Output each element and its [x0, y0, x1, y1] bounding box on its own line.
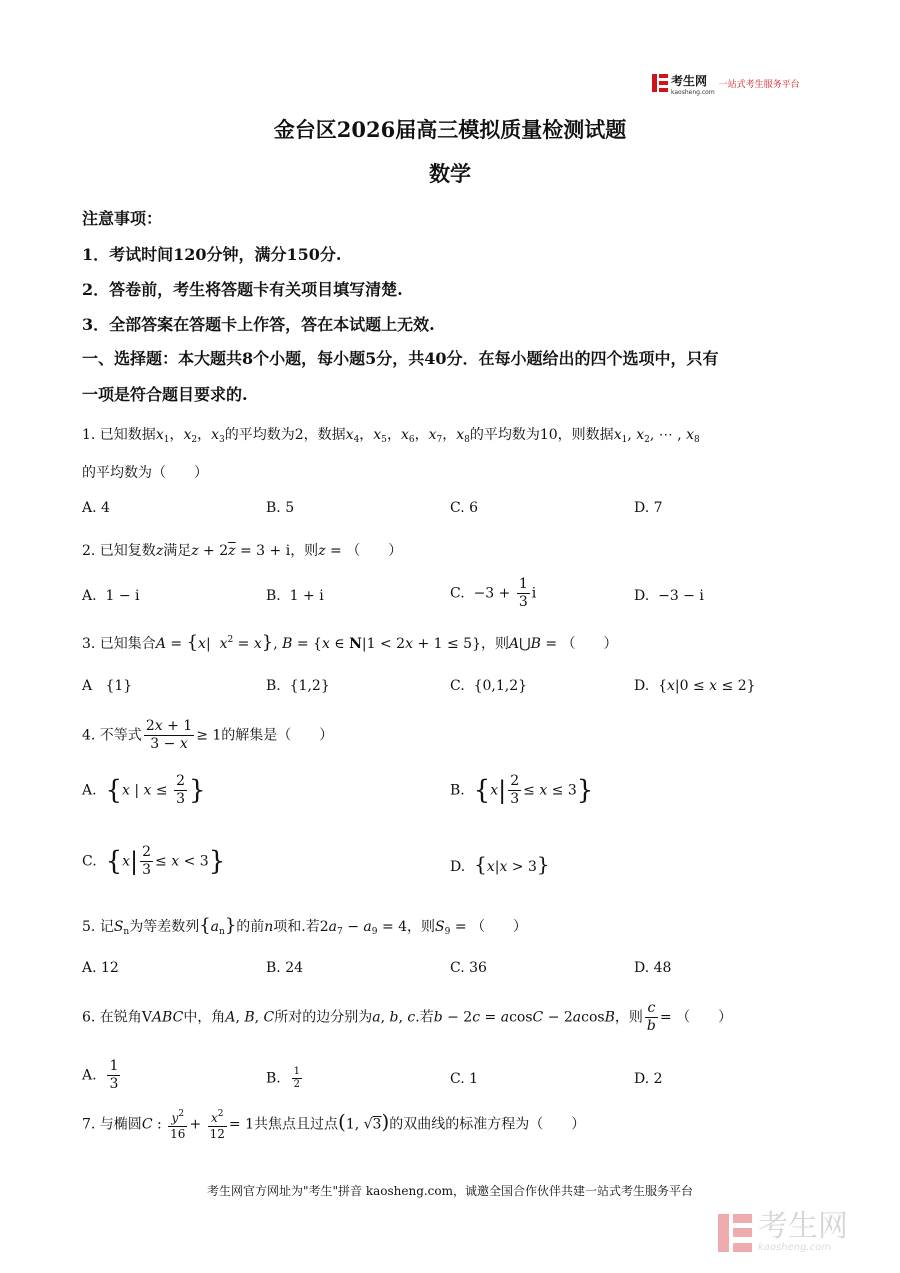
- q5-text-3: 的前: [236, 919, 265, 935]
- logo-tagline: 一站式考生服务平台: [718, 79, 800, 90]
- q2-stem: 2. 已知复数z满足$z + 2\overline{z} = 3 + i$，则z = （ ）: [82, 543, 403, 559]
- q2-option-b-label: B.: [266, 588, 281, 604]
- q1-text-3: 的平均数为10，则数据: [469, 427, 614, 443]
- q1-text-4: 的平均数为（ ）: [82, 465, 208, 481]
- q3-stem: 3. 已知集合A = {x| $x^2 = x$}, B = {x ∈ N|1 < 2x + 1 ≤ 5}，则A⋃B = （ ）: [82, 632, 618, 653]
- q3-option-b-label: B.: [266, 678, 281, 694]
- kaosheng-logo-icon: [652, 74, 668, 92]
- watermark: [718, 1209, 848, 1253]
- q4-option-b-label: B.: [450, 782, 465, 799]
- q4-option-d-label: D.: [450, 859, 466, 875]
- q3-option-a-label: A: [82, 678, 93, 694]
- notes-item-3: 3．全部答案在答题卡上作答，答在本试题上无效.: [82, 315, 435, 334]
- q1-option-d: D. 7: [634, 500, 663, 516]
- q6-text-2: 中，角: [183, 1009, 226, 1026]
- q3-option-d-label: D.: [634, 678, 650, 694]
- watermark-logo-icon: [718, 1214, 752, 1252]
- section1-line2: 一项是符合题目要求的.: [82, 385, 248, 404]
- q6-text-6: （ ）: [676, 1009, 733, 1026]
- q3-option-c: C. {0,1,2}: [450, 678, 528, 694]
- q4-option-c-label: C.: [82, 853, 97, 870]
- q5-option-d: D. 48: [634, 960, 672, 976]
- q3-text-2: ，则: [480, 636, 509, 652]
- q5-stem: 5. 记$S_n$为等差数列$\{a_n\}$的前n项和.若$2a_7 - a_9 = 4$，则$S_9$ = （ ）: [82, 915, 528, 937]
- q6-option-d: D. 2: [634, 1071, 663, 1087]
- q6-option-c: C. 1: [450, 1071, 479, 1087]
- q1-option-c: C. 6: [450, 500, 479, 516]
- q6-option-b-label: B.: [266, 1070, 281, 1087]
- q5-text-1: 5. 记: [82, 919, 114, 935]
- q7-text-2: 共焦点且过点: [254, 1116, 338, 1133]
- subject-title: 数学: [429, 161, 471, 186]
- q4-stem: 4. 不等式 $\frac{2x + 1}{3 - x}$ ≥ 1的解集是（ ）: [82, 718, 334, 752]
- q2-option-a: A. 1 − i: [82, 588, 140, 604]
- q3-option-b: B. {1,2}: [266, 678, 330, 694]
- q2-text-2: 满足: [163, 543, 192, 559]
- header-logo: [652, 72, 800, 94]
- q3-text-1: 3. 已知集合: [82, 636, 156, 652]
- q6-option-b: B. $\frac{1}{2}$: [266, 1066, 301, 1090]
- q4-option-a: A. {x | x ≤ $\frac{2}{3}$ }: [82, 773, 206, 807]
- q6-option-a: A. $\frac{1}{3}$: [82, 1058, 119, 1092]
- q6-text-4: .若: [415, 1009, 434, 1026]
- q1-option-a: A. 4: [82, 500, 110, 516]
- q1-text-2: 的平均数为2，数据: [224, 427, 346, 443]
- q2-text-3: ，则: [290, 543, 319, 559]
- q7-text-3: 的双曲线的标准方程为（ ）: [389, 1116, 586, 1133]
- q3-text-3: （ ）: [561, 636, 618, 652]
- q4-option-b: B. {x| $\frac{2}{3}$ ≤ x ≤ 3}: [450, 773, 594, 807]
- q3-option-a: A {1}: [82, 678, 133, 694]
- q4-text-1: 4. 不等式: [82, 727, 142, 744]
- footer-text: 考生网官方网址为"考生"拼音 kaosheng.com，诚邀全国合作伙伴共建一站式考生服务平台: [206, 1184, 694, 1198]
- logo-name: 考生网: [671, 74, 708, 88]
- q4-text-2: 的解集是（ ）: [221, 727, 334, 744]
- section1-line1: 一、选择题：本大题共8个小题，每小题5分，共40分．在每小题给出的四个选项中，只有: [82, 349, 719, 368]
- logo-domain: kaosheng.com: [671, 89, 715, 96]
- q5-option-b: B. 24: [266, 960, 304, 976]
- q1-option-b: B. 5: [266, 500, 295, 516]
- q2-option-a-label: A.: [82, 588, 97, 604]
- q2-option-d-label: D.: [634, 588, 650, 604]
- q4-option-a-label: A.: [82, 782, 97, 799]
- q6-option-a-label: A.: [82, 1067, 97, 1084]
- q2-option-c-label: C.: [450, 585, 465, 602]
- q7-text-1: 7. 与椭圆: [82, 1116, 142, 1133]
- q1-text-1: 1. 已知数据: [82, 427, 156, 443]
- q6-text-3: 所对的边分别为: [274, 1009, 373, 1026]
- q6-text-1: 6. 在锐角: [82, 1009, 142, 1026]
- q1-stem: 1. 已知数据$x_1$，$x_2$，$x_3$的平均数为2，数据$x_4$，$x_5$，$x_6$，$x_7$，$x_8$的平均数为10，则数据$x_1$, $x_2$, ⋯ , $x_8$: [82, 427, 700, 445]
- q4-option-d: D. {x|x > 3}: [450, 852, 550, 876]
- q4-option-c: C. {x| $\frac{2}{3}$ ≤ x < 3}: [82, 844, 226, 878]
- q5-text-6: （ ）: [471, 919, 528, 935]
- q2-text-1: 2. 已知复数: [82, 543, 156, 559]
- watermark-domain: kaosheng.com: [758, 1242, 831, 1253]
- q3-option-c-label: C.: [450, 678, 465, 694]
- q2-text-4: （ ）: [346, 543, 403, 559]
- notes-item-2: 2．答卷前，考生将答题卡有关项目填写清楚.: [82, 280, 403, 299]
- q2-option-d: D. −3 − i: [634, 588, 704, 604]
- q2-option-b: B. 1 + i: [266, 588, 324, 604]
- notes-item-1: 1．考试时间120分钟，满分150分.: [82, 245, 342, 264]
- q5-option-a: A. 12: [82, 960, 119, 976]
- q5-option-c: C. 36: [450, 960, 487, 976]
- q5-text-4: 项和.若: [273, 919, 320, 935]
- q2-option-c: C. −3 + $\frac{1}{3}$ i: [450, 576, 537, 610]
- q6-stem: 6. 在锐角VABC中，角A, B, C所对的边分别为a, b, c.若b − 2c = acosC − 2acosB，则 $\frac{c}{b}$ = （ ）: [82, 1000, 733, 1034]
- q5-text-5: ，则: [407, 919, 436, 935]
- q7-stem: 7. 与椭圆C : $\frac{y^2}{16}$ + $\frac{x^2}{12}$ = 1共焦点且过点(1, √3)的双曲线的标准方程为（ ）: [82, 1109, 586, 1141]
- q6-text-5: ，则: [614, 1009, 643, 1026]
- page-title: 金台区2026届高三模拟质量检测试题: [273, 117, 627, 142]
- watermark-name: 考生网: [758, 1209, 848, 1244]
- notes-heading: 注意事项：: [82, 209, 163, 228]
- q3-option-d: D. {x|0 ≤ x ≤ 2}: [634, 678, 756, 694]
- q5-text-2: 为等差数列: [129, 919, 200, 935]
